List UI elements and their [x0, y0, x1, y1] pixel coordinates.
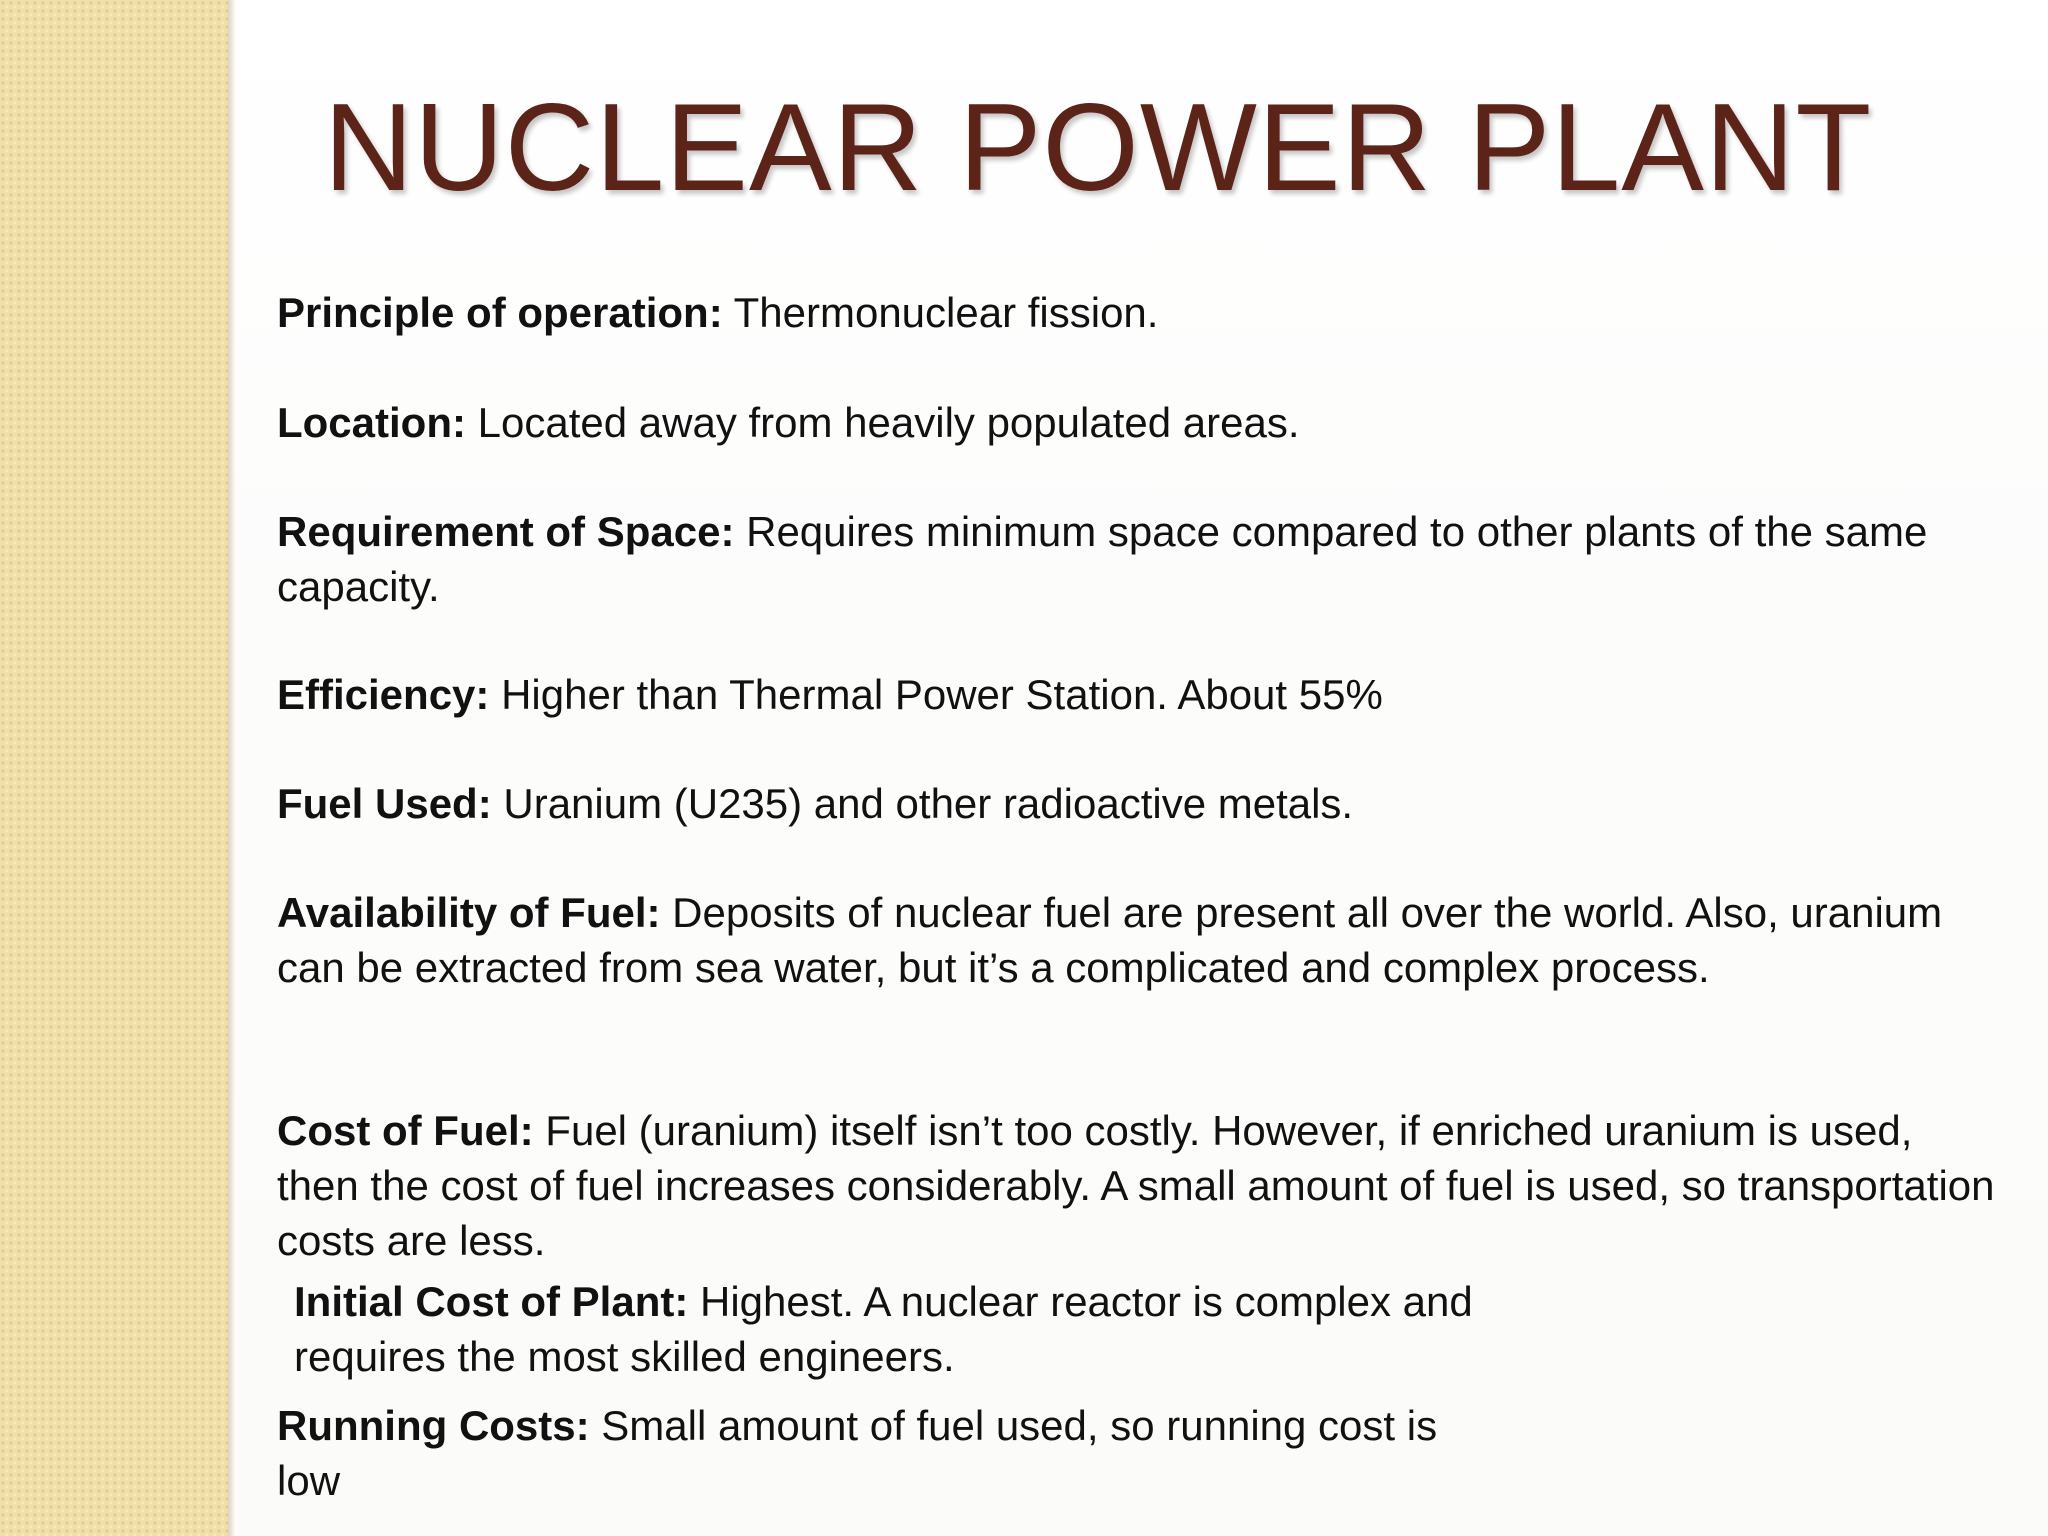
- item-text: Highest. A nuclear reactor is complex and requires the most skilled engineers.: [294, 1278, 1473, 1380]
- item-label: Principle of operation:: [277, 289, 723, 336]
- item-running-costs: [277, 1398, 1507, 1508]
- item-label: Initial Cost of Plant:: [294, 1278, 689, 1325]
- item-label: Running Costs:: [277, 1402, 590, 1449]
- item-text: Higher than Thermal Power Station. About 55%: [489, 671, 1383, 718]
- item-label: Cost of Fuel:: [277, 1107, 534, 1154]
- item-location: [277, 395, 1997, 450]
- decorative-side-band: [0, 0, 228, 1536]
- item-label: Availability of Fuel:: [277, 889, 661, 936]
- item-label: Location:: [277, 399, 466, 446]
- item-text: Requires minimum space compared to other plants of the same capacity.: [277, 508, 1928, 610]
- item-text: Fuel (uranium) itself isn’t too costly. However, if enriched uranium is used, then the cost of fuel increases considerably. A small amount of fuel is used, so transportation costs are less.: [277, 1107, 1995, 1264]
- item-initial-cost: [294, 1274, 1524, 1384]
- item-text: Deposits of nuclear fuel are present all over the world. Also, uranium can be extracted from sea water, but it’s a complicated and complex process.: [277, 889, 1943, 991]
- item-space: [277, 504, 1997, 614]
- item-label: Requirement of Space:: [277, 508, 735, 555]
- item-fuel-availability: [277, 885, 1997, 995]
- item-fuel-used: [277, 776, 1997, 831]
- item-label: Efficiency:: [277, 671, 490, 718]
- item-principle: [277, 285, 1997, 340]
- side-band-shadow: [228, 0, 236, 1536]
- item-text: Small amount of fuel used, so running cost is low: [277, 1402, 1438, 1504]
- item-text: Uranium (U235) and other radioactive metals.: [491, 780, 1354, 827]
- item-text: Thermonuclear fission.: [722, 289, 1159, 336]
- item-label: Fuel Used:: [277, 780, 492, 827]
- item-efficiency: [277, 667, 1997, 722]
- item-fuel-cost: [277, 1103, 1997, 1268]
- slide-title: NUCLEAR POWER PLANT: [323, 79, 1873, 217]
- item-text: Located away from heavily populated areas.: [465, 399, 1300, 446]
